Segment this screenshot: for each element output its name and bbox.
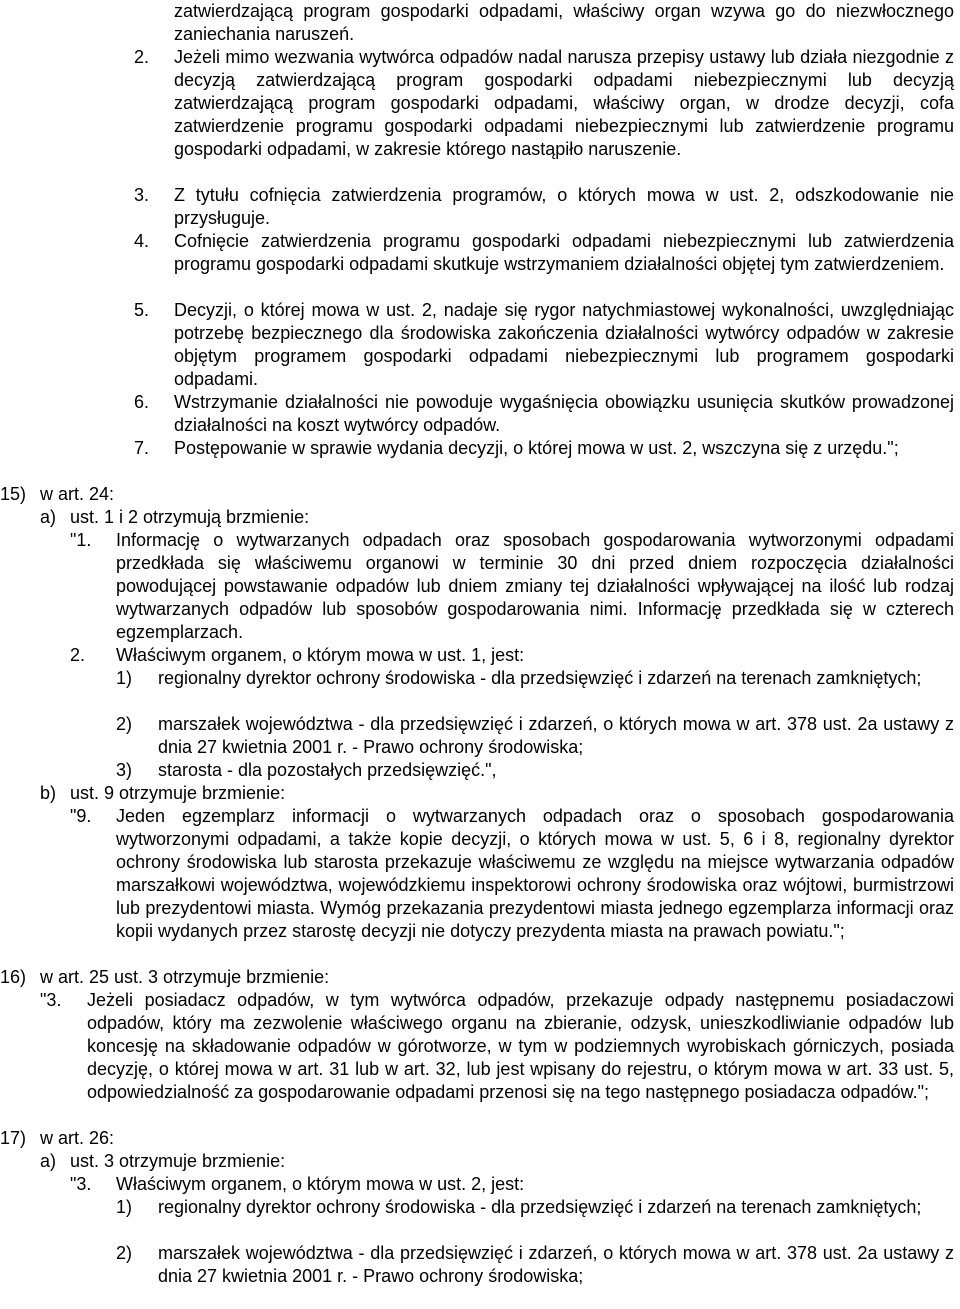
paragraph-number: "1. bbox=[70, 530, 92, 550]
paragraph-text: Z tytułu cofnięcia zatwierdzenia programów, o których mowa w ust. 2, odszkodowanie nie przysługuje. bbox=[174, 185, 954, 228]
item-text: marszałek województwa - dla przedsięwzięć i zdarzeń, o których mowa w art. 378 ust. 2a ustawy z dnia 27 kwietnia 2001 r. - Prawo ochrony środowiska; bbox=[158, 714, 954, 757]
point-17 bbox=[0, 1127, 960, 1150]
paragraph-number: 2. bbox=[134, 47, 150, 67]
paragraph-3 bbox=[0, 989, 960, 1104]
point-text: w art. 26: bbox=[40, 1128, 115, 1148]
paragraph-text: Cofnięcie zatwierdzenia programu gospodarki odpadami niebezpiecznymi lub zatwierdzenia programu gospodarki odpadami skutkuje wstrzymaniem działalności objętej tym zatwierdzeniem. bbox=[174, 231, 954, 274]
paragraph-text: Właściwym organem, o którym mowa w ust. 2, jest: bbox=[116, 1174, 525, 1194]
point-text: w art. 24: bbox=[40, 484, 115, 504]
letter-label: a) bbox=[40, 1151, 57, 1171]
letter-b bbox=[0, 782, 960, 805]
paragraph-number: 2. bbox=[70, 645, 86, 665]
paragraph-1 bbox=[0, 529, 960, 644]
item-text: starosta - dla pozostałych przedsięwzięć.", bbox=[158, 760, 497, 780]
item-1 bbox=[0, 667, 960, 690]
point-number: 15) bbox=[0, 484, 27, 504]
paragraph-3 bbox=[0, 184, 960, 230]
paragraph-6 bbox=[0, 391, 960, 437]
letter-label: a) bbox=[40, 507, 57, 527]
paragraph-3 bbox=[0, 1173, 960, 1196]
paragraph-text: Jeżeli posiadacz odpadów, w tym wytwórca odpadów, przekazuje odpady następnemu posiadaczowi odpadów, który ma zezwolenie właściwego organu na zbieranie, odzysk, unieszkodliwianie odpadów lub koncesję na składowanie odpadów w górotworze, w tym w podziemnych wyrobiskach górniczych, posiada decyzję, o której mowa w art. 31 lub w art. 32, lub jest wpisany do rejestru, o którym mowa w art. 33 ust. 5, odpowiedzialność za gospodarowanie odpadami przenosi się na tego następnego posiadacza odpadów."; bbox=[87, 990, 954, 1102]
paragraph-2 bbox=[0, 46, 960, 161]
item-number: 1) bbox=[116, 1197, 133, 1217]
point-15 bbox=[0, 483, 960, 506]
letter-text: ust. 9 otrzymuje brzmienie: bbox=[70, 783, 286, 803]
item-3 bbox=[0, 759, 960, 782]
paragraph-number: "9. bbox=[70, 806, 92, 826]
item-1 bbox=[0, 1196, 960, 1219]
paragraph-text: Wstrzymanie działalności nie powoduje wygaśnięcia obowiązku usunięcia skutków prowadzonej działalności na koszt wytwórcy odpadów. bbox=[174, 392, 954, 435]
item-number: 2) bbox=[116, 1243, 133, 1263]
letter-text: ust. 3 otrzymuje brzmienie: bbox=[70, 1151, 286, 1171]
letter-text: ust. 1 i 2 otrzymują brzmienie: bbox=[70, 507, 310, 527]
paragraph-text: Postępowanie w sprawie wydania decyzji, o której mowa w ust. 2, wszczyna się z urzędu."; bbox=[174, 438, 899, 458]
item-number: 1) bbox=[116, 668, 133, 688]
paragraph-text: Jeżeli mimo wezwania wytwórca odpadów nadal narusza przepisy ustawy lub działa niezgodnie z decyzją zatwierdzającą program gospodarki odpadami niebezpiecznymi lub decyzją zatwierdzającą program gospodarki odpadami, właściwy organ, w drodze decyzji, cofa zatwierdzenie programu gospodarki odpadami niebezpiecznymi lub zatwierdzenie programu gospodarki odpadami, w zakresie którego nastąpiło naruszenie. bbox=[174, 47, 954, 159]
paragraph-text: zatwierdzającą program gospodarki odpadami, właściwy organ wzywa go do niezwłocznego zaniechania naruszeń. bbox=[174, 1, 954, 44]
paragraph-number: 3. bbox=[134, 185, 150, 205]
paragraph-text: Decyzji, o której mowa w ust. 2, nadaje się rygor natychmiastowej wykonalności, uwzględniając potrzebę bezpiecznego dla środowiska zakończenia działalności wytwórcy odpadów w zakresie objętym programem gospodarki odpadami niebezpiecznymi lub programem gospodarki odpadami. bbox=[174, 300, 954, 389]
item-text: marszałek województwa - dla przedsięwzięć i zdarzeń, o których mowa w art. 378 ust. 2a ustawy z dnia 27 kwietnia 2001 r. - Prawo ochrony środowiska; bbox=[158, 1243, 954, 1286]
item-2 bbox=[0, 713, 960, 759]
paragraph-number: 6. bbox=[134, 392, 150, 412]
paragraph-text: Informację o wytwarzanych odpadach oraz sposobach gospodarowania wytworzonymi odpadami przedkłada się właściwemu organowi w terminie 30 dni przed dniem rozpoczęcia działalności powodującej powstawanie odpadów lub dniem zmiany tej działalności wpływającej na ilość lub rodzaj wytwarzanych odpadów lub sposobów gospodarowania nimi. Informację przedkłada się w czterech egzemplarzach. bbox=[116, 530, 954, 642]
item-number: 2) bbox=[116, 714, 133, 734]
item-2 bbox=[0, 1242, 960, 1288]
item-number: 3) bbox=[116, 760, 133, 780]
point-number: 17) bbox=[0, 1128, 27, 1148]
letter-a bbox=[0, 506, 960, 529]
paragraph-number: 4. bbox=[134, 231, 150, 251]
paragraph-number: 7. bbox=[134, 438, 150, 458]
paragraph-number: 5. bbox=[134, 300, 150, 320]
paragraph-number: "3. bbox=[70, 1174, 92, 1194]
paragraph-number: "3. bbox=[40, 990, 62, 1010]
point-text: w art. 25 ust. 3 otrzymuje brzmienie: bbox=[40, 967, 330, 987]
paragraph-5 bbox=[0, 299, 960, 391]
item-text: regionalny dyrektor ochrony środowiska - dla przedsięwzięć i zdarzeń na terenach zamkniętych; bbox=[158, 668, 922, 688]
paragraph-9 bbox=[0, 805, 960, 943]
paragraph-continuation bbox=[0, 0, 960, 46]
letter-label: b) bbox=[40, 783, 57, 803]
letter-a bbox=[0, 1150, 960, 1173]
point-16 bbox=[0, 966, 960, 989]
item-text: regionalny dyrektor ochrony środowiska - dla przedsięwzięć i zdarzeń na terenach zamkniętych; bbox=[158, 1197, 922, 1217]
paragraph-text: Jeden egzemplarz informacji o wytwarzanych odpadach oraz o sposobach gospodarowania wytworzonymi odpadami, a także kopie decyzji, o których mowa w ust. 5, 6 i 8, regionalny dyrektor ochrony środowiska lub starosta przekazuje właściwemu ze względu na miejsce wytwarzania odpadów marszałkowi województwa, wojewódzkiemu inspektorowi ochrony środowiska oraz wójtowi, burmistrzowi lub prezydentowi miasta. Wymóg przekazania prezydentowi miasta jednego egzemplarza informacji oraz kopii wydanych przez starostę decyzji nie dotyczy prezydenta miasta na prawach powiatu."; bbox=[116, 806, 954, 941]
point-number: 16) bbox=[0, 967, 27, 987]
paragraph-text: Właściwym organem, o którym mowa w ust. 1, jest: bbox=[116, 645, 525, 665]
paragraph-7 bbox=[0, 437, 960, 460]
paragraph-2 bbox=[0, 644, 960, 667]
paragraph-4 bbox=[0, 230, 960, 276]
